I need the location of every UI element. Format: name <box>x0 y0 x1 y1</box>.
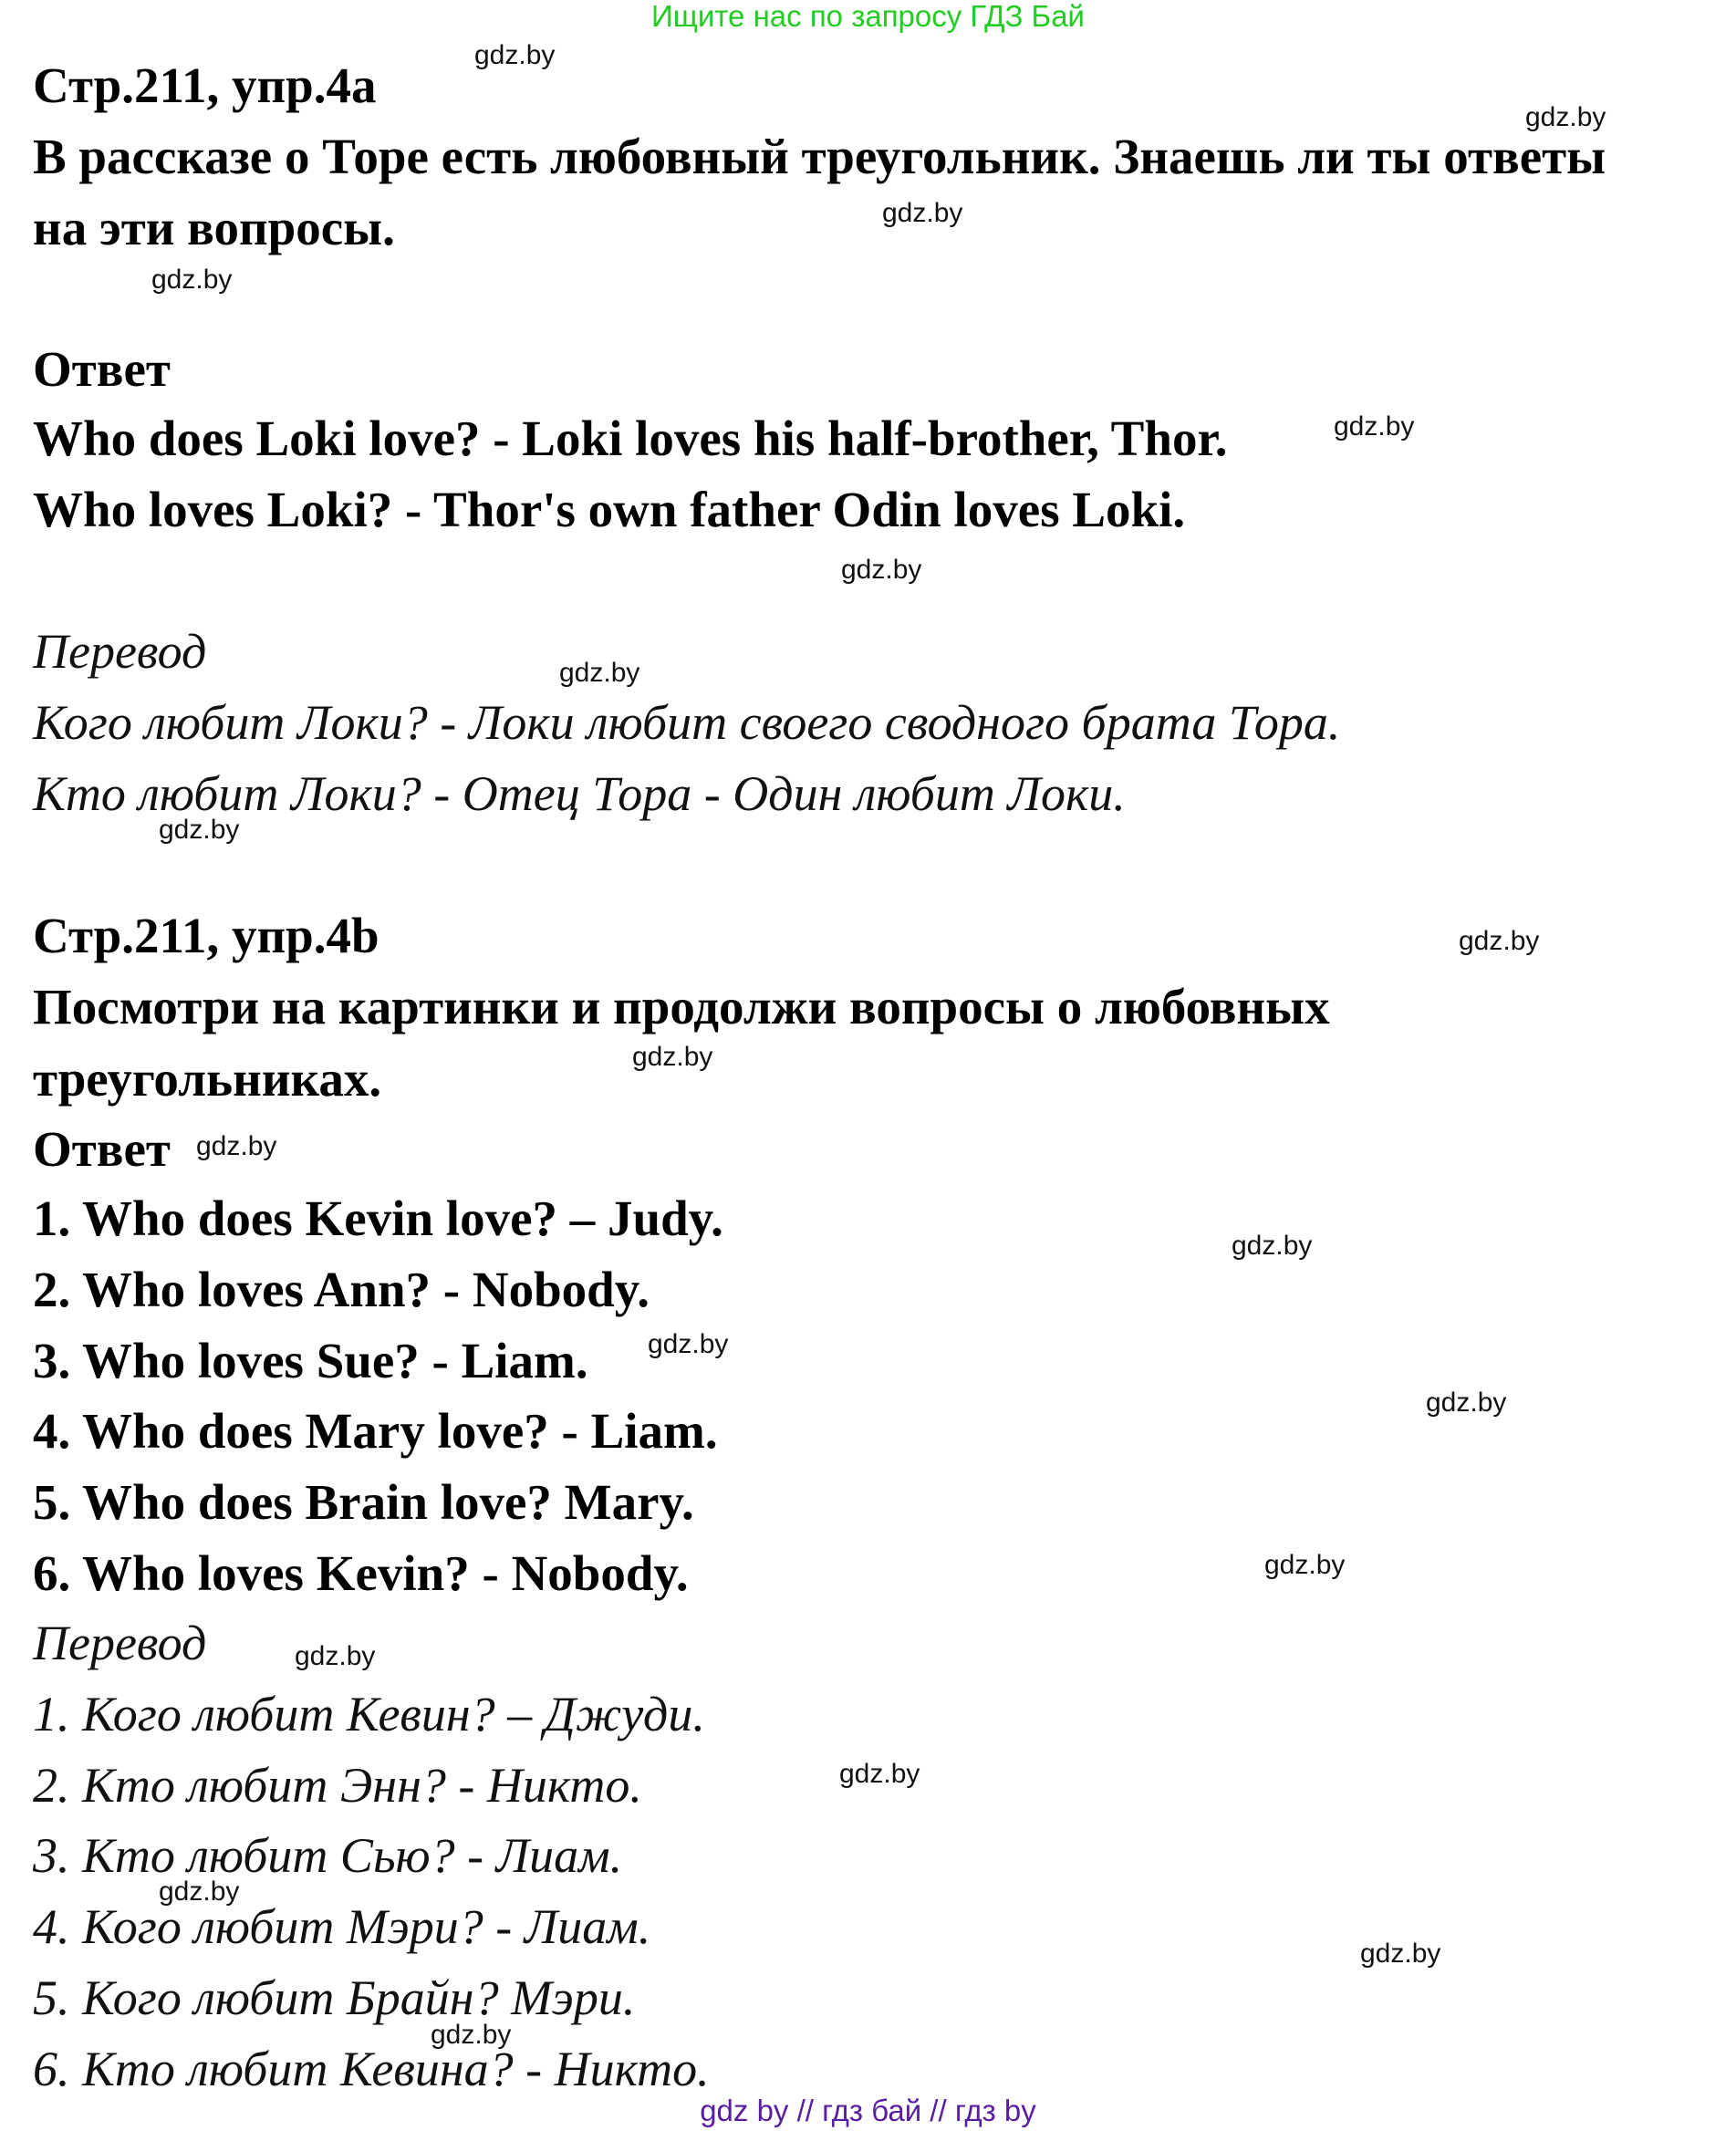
exercise-4b-task: треугольниках. <box>33 1051 382 1107</box>
exercise-4b-title: Стр.211, упр.4b <box>33 908 379 963</box>
watermark: gdz.by <box>882 198 963 228</box>
watermark: gdz.by <box>1360 1939 1441 1969</box>
answer-line: 4. Who does Mary love? - Liam. <box>33 1403 718 1459</box>
watermark: gdz.by <box>648 1329 729 1359</box>
watermark: gdz.by <box>159 1876 240 1907</box>
watermark: gdz.by <box>559 658 640 688</box>
exercise-4b-task: Посмотри на картинки и продолжи вопросы о любовных <box>33 979 1330 1034</box>
translation-line: 4. Кого любит Мэри? - Лиам. <box>33 1899 651 1954</box>
translation-line: Кто любит Локи? - Отец Тора - Один любит Локи. <box>33 766 1126 821</box>
watermark: gdz.by <box>196 1131 277 1161</box>
answer-line: Who does Loki love? - Loki loves his half-brother, Thor. <box>33 411 1228 466</box>
translation-line: 5. Кого любит Брайн? Мэри. <box>33 1970 636 2025</box>
translation-line: 3. Кто любит Сью? - Лиам. <box>33 1828 623 1883</box>
answer-line: 6. Who loves Kevin? - Nobody. <box>33 1545 689 1601</box>
translation-line: 6. Кто любит Кевина? - Никто. <box>33 2042 710 2096</box>
exercise-4a-task: на эти вопросы. <box>33 200 395 255</box>
answer-label: Ответ <box>33 1121 171 1177</box>
answer-label: Ответ <box>33 341 171 397</box>
translation-label: Перевод <box>33 1616 207 1670</box>
footer-links: gdz by // гдз бай // гдз by <box>700 2094 1036 2127</box>
exercise-4a-title: Стр.211, упр.4a <box>33 57 377 113</box>
answer-line: 2. Who loves Ann? - Nobody. <box>33 1262 650 1317</box>
watermark: gdz.by <box>431 2020 512 2050</box>
answer-line: Who loves Loki? - Thor's own father Odin loves Loki. <box>33 482 1186 537</box>
watermark: gdz.by <box>1426 1388 1507 1418</box>
exercise-4a-task: В рассказе о Торе есть любовный треугольник. Знаешь ли ты ответы <box>33 129 1606 184</box>
translation-line: 1. Кого любит Кевин? – Джуди. <box>33 1687 705 1741</box>
watermark: gdz.by <box>1264 1550 1346 1580</box>
watermark: gdz.by <box>1232 1231 1313 1261</box>
watermark: gdz.by <box>159 815 240 845</box>
watermark: gdz.by <box>295 1641 376 1671</box>
header-banner: Ищите нас по запросу ГДЗ Бай <box>651 0 1085 33</box>
watermark: gdz.by <box>841 555 922 585</box>
watermark: gdz.by <box>632 1042 713 1072</box>
answer-line: 5. Who does Brain love? Mary. <box>33 1474 694 1530</box>
watermark: gdz.by <box>839 1759 920 1789</box>
translation-label: Перевод <box>33 624 207 679</box>
watermark: gdz.by <box>1525 102 1606 132</box>
watermark: gdz.by <box>474 40 556 70</box>
watermark: gdz.by <box>151 265 233 295</box>
translation-line: 2. Кто любит Энн? - Никто. <box>33 1758 642 1813</box>
answer-line: 1. Who does Kevin love? – Judy. <box>33 1190 723 1246</box>
answer-line: 3. Who loves Sue? - Liam. <box>33 1333 588 1388</box>
watermark: gdz.by <box>1459 926 1540 956</box>
translation-line: Кого любит Локи? - Локи любит своего сводного брата Тора. <box>33 695 1341 750</box>
watermark: gdz.by <box>1334 411 1415 442</box>
